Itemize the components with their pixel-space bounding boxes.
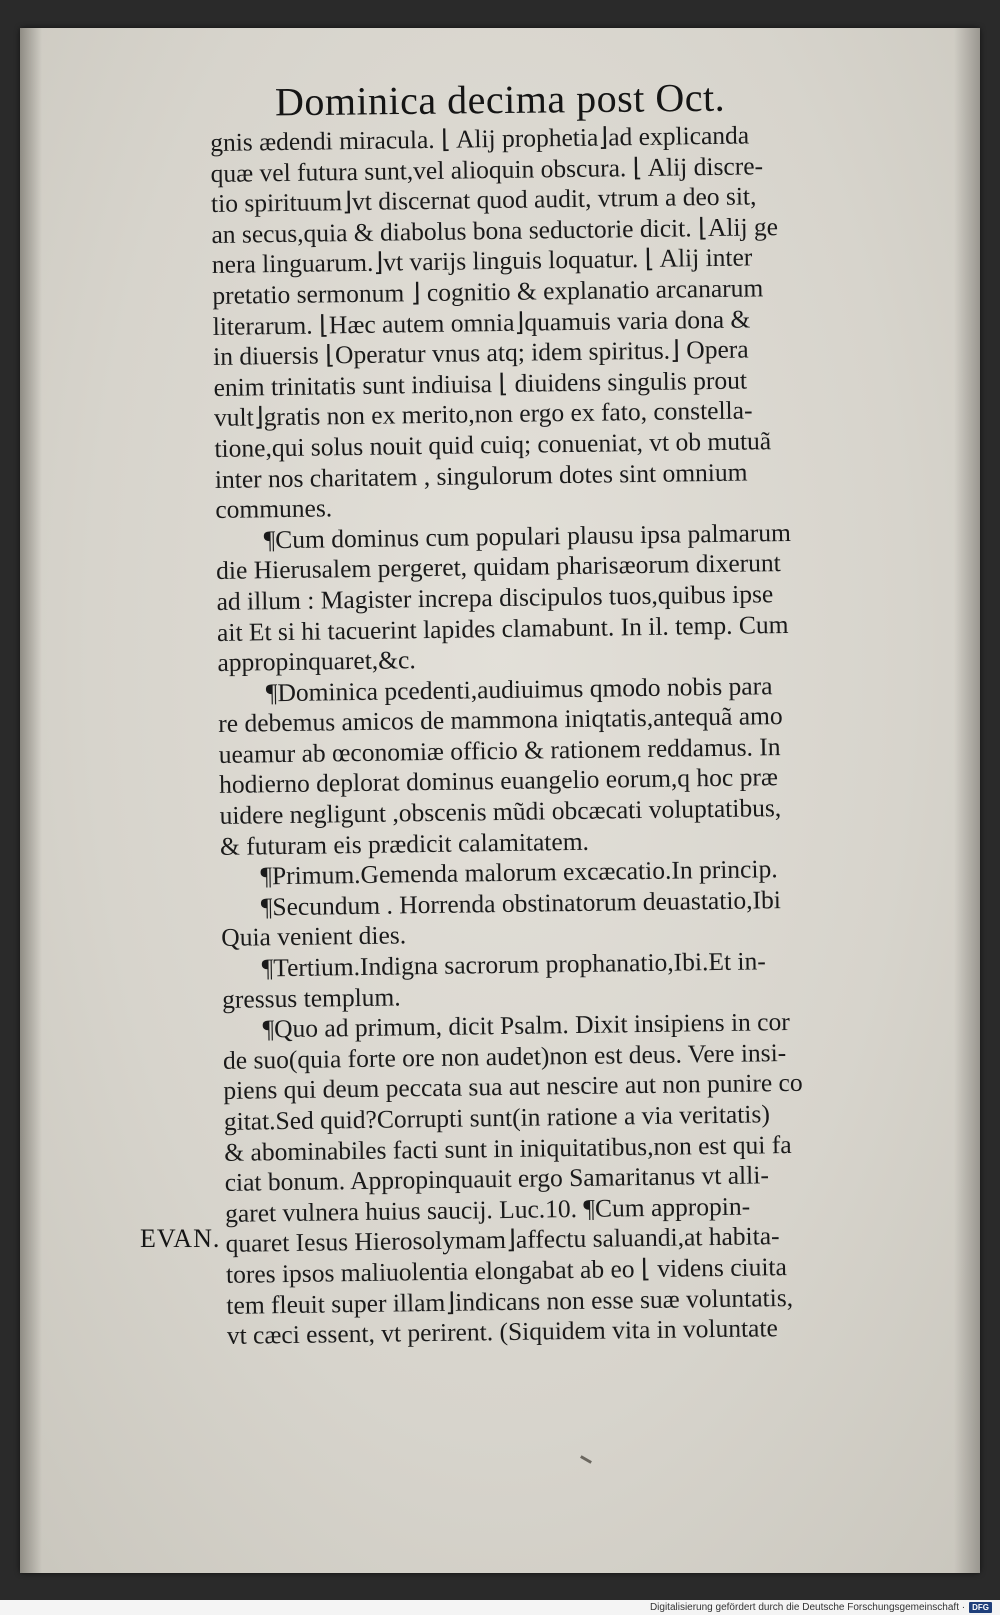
dfg-logo: DFG (969, 1602, 992, 1613)
text-line: die Hierusalem pergeret, quidam pharisæorum dixerunt (215, 548, 781, 586)
text-line: ait Et si hi tacuerint lapides clamabunt. In il. temp. Cum (216, 609, 789, 647)
margin-note: EVAN. (140, 1224, 221, 1253)
text-line: inter nos charitatem , singulorum dotes sint omnium (214, 457, 748, 494)
text-line: appropinquaret,&c. (217, 645, 416, 678)
text-line: re debemus amicos de mammona iniqtatis,antequã amo (218, 701, 783, 739)
paragraph-start-line: ¶Primum.Gemenda malorum excæcatio.In princip. (260, 854, 778, 891)
paragraph-start-line: ¶Secundum . Horrenda obstinatorum deuastatio,Ibi (260, 884, 782, 922)
text-line: tores ipsos maliuolentia elongabat ab eo ⌊ videns ciuita (225, 1252, 788, 1289)
text-line: tem fleuit super illam⌋indicans non esse suæ voluntatis, (226, 1282, 794, 1320)
text-line: tio spirituum⌋vt discernat quod audit, vtrum a deo sit, (210, 181, 757, 219)
text-line: literarum. ⌊Hæc autem omnia⌋quamuis varia dona & (212, 304, 751, 341)
text-line: ad illum : Magister increpa discipulos tuos,quibus ipse (216, 579, 774, 616)
text-line: gitat.Sed quid?Corrupti sunt(in ratione a via veritatis) (223, 1099, 771, 1136)
text-line: nera linguarum.⌋vt varijs linguis loquatur. ⌊ Alij inter (211, 242, 753, 280)
text-line: uidere negligunt ,obscenis mũdi obcæcati voluptatibus, (219, 793, 782, 830)
book-page (20, 28, 980, 1573)
text-line: an secus,quia & diabolus bona seductorie dicit. ⌊Alij ge (211, 211, 779, 249)
text-line: communes. (215, 493, 333, 525)
text-line: pretatio sermonum ⌋ cognitio & explanatio arcanarum (212, 273, 764, 310)
text-line: piens qui deum peccata sua aut nescire aut non punire co (223, 1068, 803, 1106)
text-line: gnis ædendi miracula. ⌊ Alij prophetia⌋ad explicanda (210, 120, 750, 157)
text-line: enim trinitatis sunt indiuisa ⌊ diuidens singulis prout (213, 365, 748, 402)
text-line: in diuersis ⌊Operatur vnus atq; idem spiritus.⌋ Opera (212, 334, 749, 372)
paragraph-start-line: ¶Tertium.Indigna sacrorum prophanatio,Ibi.Et in- (261, 946, 766, 983)
text-line: & abominabiles facti sunt in iniquitatibus,non est qui fa (224, 1129, 792, 1167)
page-gutter-shadow (20, 28, 42, 1573)
text-line: Quia venient dies. (221, 920, 407, 953)
text-line: ueamur ab œconomiæ officio & rationem reddamus. In (218, 731, 781, 769)
paragraph-start-line: ¶Cum dominus cum populari plausu ipsa palmarum (263, 517, 792, 555)
ink-mark (580, 1455, 592, 1464)
text-line: de suo(quia forte ore non audet)non est deus. Vere insi- (222, 1037, 787, 1075)
text-line: quaret Iesus Hierosolymam⌋affectu saluandi,at habita- (225, 1221, 780, 1259)
text-line: quæ vel futura sunt,vel alioquin obscura. ⌊ Alij discre- (210, 150, 764, 188)
text-line: vt cæci essent, vt perirent. (Siquidem vita in voluntate (226, 1313, 778, 1351)
paragraph-start-line: ¶Quo ad primum, dicit Psalm. Dixit insipiens in cor (262, 1007, 790, 1044)
body-text (210, 118, 972, 1352)
text-line: garet vulnera huius saucij. Luc.10. ¶Cum appropin- (224, 1191, 751, 1228)
text-line: & futuram eis prædicit calamitatem. (219, 826, 590, 861)
running-head: Dominica decima post Oct. (274, 74, 726, 125)
text-line: tione,qui solus nouit quid cuiq; conueniat, vt ob mutuã (214, 426, 772, 463)
text-line: gressus templum. (221, 982, 401, 1014)
digitization-credit (650, 1600, 992, 1615)
text-line: hodierno deplorat dominus euangelio eorum,q hoc præ (218, 762, 779, 800)
paragraph-start-line: ¶Dominica pcedenti,audiuimus qmodo nobis para (265, 670, 773, 707)
text-line: ciat bonum. Appropinquauit ergo Samaritanus vt alli- (224, 1160, 770, 1198)
credit-text: Digitalisierung gefördert durch die Deutsche Forschungsgemeinschaft · (649, 1602, 966, 1613)
text-line: vult⌋gratis non ex merito,non ergo ex fato, constella- (213, 395, 753, 433)
